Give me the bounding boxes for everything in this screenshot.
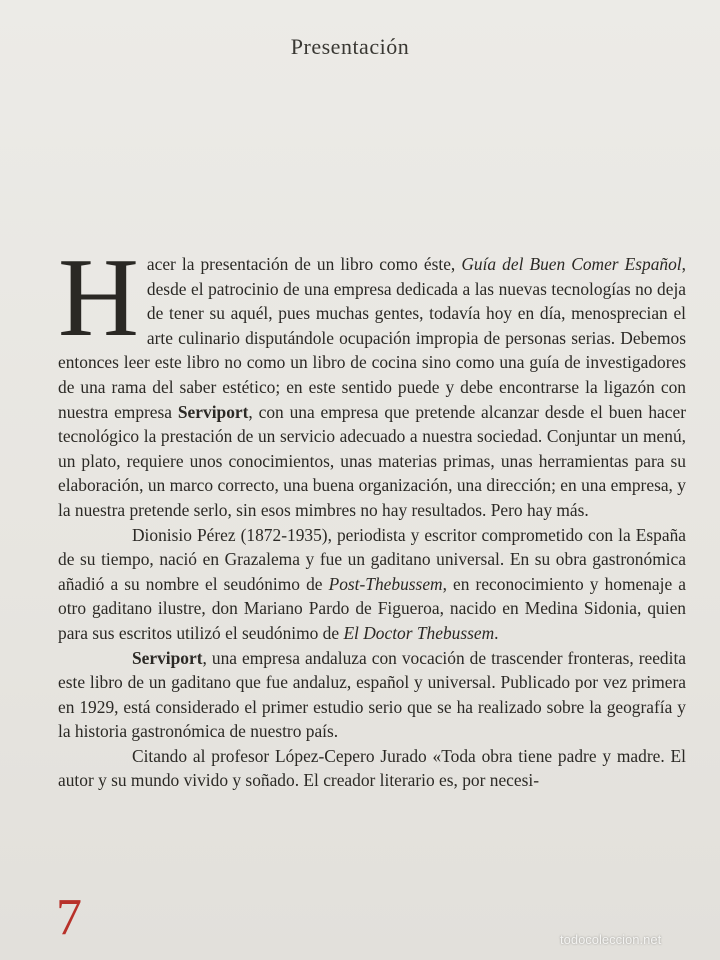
- p1-text-b: , desde el patrocinio de una empresa dedicada a las nuevas tecnologías no deja de tener su aquél, pues muchas gentes, todavía hoy en día, menosprecian el arte culinario disputándole ocupación impropia de personas serias. Debemos entonces leer este libro no como un libro de cocina sino como una guía de investigadores de una rama del saber estético; en este sentido puede y debe encontrarse la ligazón con nuestra empresa: [58, 254, 686, 422]
- p2-text-c: .: [494, 622, 499, 643]
- company-name: Serviport: [132, 647, 203, 668]
- p1-text-c: , con una empresa que pretende alcanzar desde el buen hacer tecnológico la prestación de un servicio adecuado a nuestra sociedad. Conjuntar un menú, un plato, requiere unos conocimientos, unas materias primas, unas herramientas para su elaboración, un marco correcto, una buena organización, una dirección; en una empresa, y la nuestra pretende serlo, sin esos mimbres no hay resultados. Pero hay más.: [58, 401, 686, 520]
- drop-cap: H: [58, 236, 139, 360]
- body-text: [58, 236, 686, 793]
- pseudonym-2: El Doctor Thebussem: [343, 622, 495, 643]
- page-number: 7: [56, 889, 82, 946]
- p4-text-a: Citando al profesor López-Cepero Jurado «Toda obra tiene padre y madre. El autor y su mundo vivido y soñado. El creador literario es, por necesi-: [58, 745, 686, 791]
- paragraph-1: [58, 236, 686, 523]
- p2-text-b: , en reconocimiento y homenaje a otro gaditano ilustre, don Mariano Pardo de Figueroa, nacido en Medina Sidonia, quien para sus escritos utilizó el seudónimo de: [58, 573, 686, 643]
- watermark: todocoleccion.net: [560, 932, 662, 947]
- pseudonym-1: Post-Thebussem: [328, 573, 443, 594]
- paragraph-4: [58, 744, 686, 793]
- p2-text-a: Dionisio Pérez (1872-1935), periodista y escritor comprometido con la España de su tiempo, nació en Grazalema y fue un gaditano universal. En su obra gastronómica añadió a su nombre el seudónimo de: [58, 524, 686, 594]
- company-name: Serviport: [177, 401, 249, 422]
- p3-text-a: , una empresa andaluza con vocación de trascender fronteras, reedita este libro de un gaditano que fue andaluz, español y universal. Publicado por vez primera en 1929, está considerado el primer estudio serio que se ha realizado sobre la geografía y la historia gastronómica de nuestro país.: [58, 647, 686, 742]
- paragraph-3: [58, 646, 686, 744]
- p1-text-a: acer la presentación de un libro como éste,: [146, 254, 462, 274]
- book-title: Guía del Buen Comer Español: [461, 254, 682, 274]
- page-title: Presentación: [290, 34, 410, 59]
- paragraph-2: [58, 523, 686, 646]
